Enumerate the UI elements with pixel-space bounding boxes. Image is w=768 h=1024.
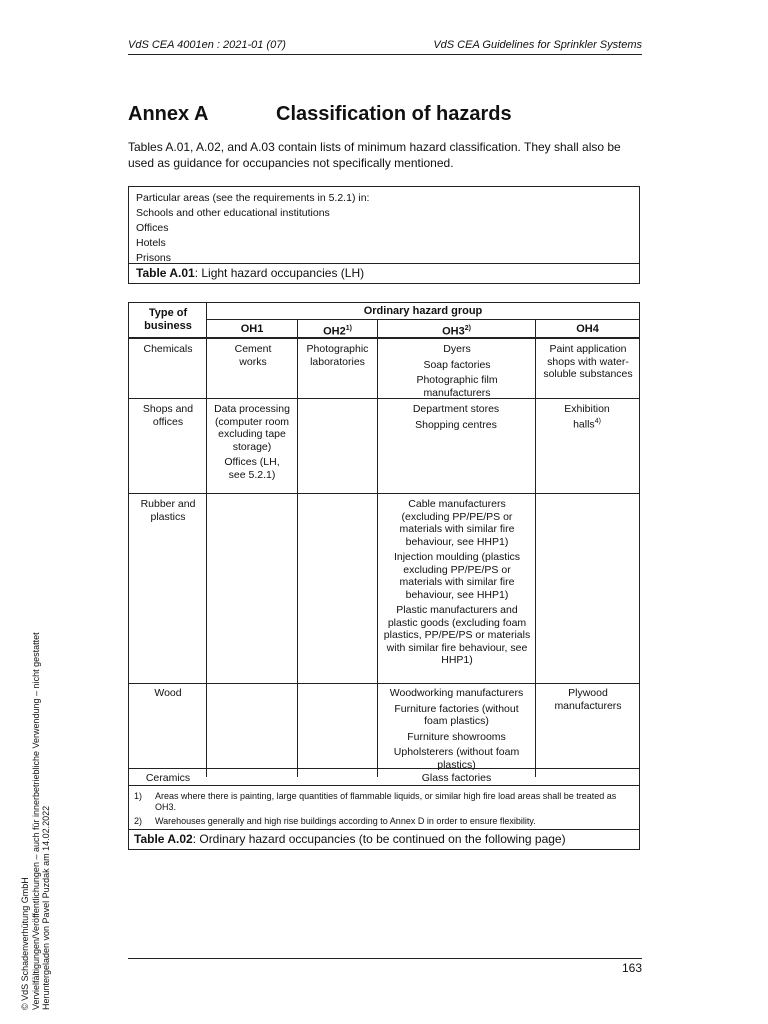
caption-label: Table A.01: [136, 266, 195, 280]
cell-oh3: Dyers Soap factories Photographic film manufacturers: [416, 343, 498, 399]
row-type-chemicals: Chemicals: [143, 343, 193, 355]
row-type-wood: Wood: [154, 687, 182, 699]
col-header-oh1: OH1: [240, 323, 264, 335]
cell-oh1: Data processing (computer room excluding tape storage) Offices (LH, see 5.2.1): [214, 403, 290, 481]
list-item: Offices: [136, 222, 169, 234]
cell-oh3: Glass factories: [421, 772, 492, 784]
table-a01-list: [136, 191, 369, 266]
grid-line: [129, 683, 639, 684]
table-a01-caption: [129, 263, 639, 283]
grid-line: [535, 319, 536, 777]
col-header-oh2: OH2$^{1)}$: [323, 325, 352, 338]
cell-oh3: Woodworking manufacturers Furniture factories (without foam plastics) Furniture showrooms Upholsterers (without foam plastics): [389, 687, 524, 771]
list-item: Prisons: [136, 252, 172, 264]
col-header-oh4: OH4: [576, 323, 599, 335]
grid-line: [206, 319, 639, 320]
table-a01: [128, 186, 640, 284]
page-number: 163: [621, 961, 642, 975]
grid-line: [297, 319, 298, 777]
header-doc-title: VdS CEA Guidelines for Sprinkler Systems: [433, 39, 642, 51]
row-type-rubber: Rubber and plastics: [140, 498, 196, 523]
table-a02-caption: [129, 829, 639, 849]
list-item: Schools and other educational institutions: [136, 207, 330, 219]
caption-text: : Light hazard occupancies (LH): [194, 266, 365, 280]
grid-line: [206, 303, 207, 777]
cell-oh1: Cement works: [234, 343, 272, 368]
cell-oh4: Plywood manufacturers: [554, 687, 622, 712]
cell-oh2: Photographic laboratories: [306, 343, 369, 368]
cell-oh3: Cable manufacturers (excluding PP/PE/PS or materials with similar fire behaviour, see HHP1) Injection moulding (plastics excluding PP/PE/PS or materials with similar fire behaviour, see HHP1) Plastic manufacturers and plastic goods (excluding foam plastics, PP/PE/PS or materials with similar fire behaviour, see HHP1): [383, 498, 531, 666]
cell-oh4: Paint application shops with water-soluble substances: [543, 343, 633, 380]
copyright-side-note: © VdS Schadenverhütung GmbH Vervielfältigungen/Veröffentlichungen – auch für innerbetriebliche Verwendung – nicht gestattet Heruntergeladen von Pavel Puzdak am 14.02.2022: [20, 632, 51, 1010]
col-header-type: Type of business: [144, 307, 192, 332]
annex-label: Annex A: [128, 103, 209, 125]
intro-paragraph: Tables A.01, A.02, and A.03 contain lists of minimum hazard classification. They shall also be used as guidance for occupancies not specifically mentioned.: [128, 140, 621, 170]
list-item: Particular areas (see the requirements in 5.2.1) in:: [136, 192, 370, 204]
group-header: Ordinary hazard group: [363, 305, 483, 317]
grid-line: [129, 398, 639, 399]
table-a02: Type of business Ordinary hazard group OH1 OH2$^{1)}$ OH3$^{2)}$ OH4 Chemicals Cement works Photographic laboratories Dyers Soap factories Photographic film manufacturers Paint application shops with water-soluble substances Shops and offices Data processing (computer room excluding tape storage) Offices (LH, see 5.2.1) Department stores Shopping centres Exhibition halls$^{4)}$ Rubber and plastics Cable manufacturers (excluding PP/PE/PS or materials with similar fire behaviour, see HHP1) Injection moulding (plastics excluding PP/PE/PS or materials with similar fire behaviour, see HHP1) Plastic manufacturers and plastic goods (excluding foam plastics, PP/PE/PS or materials with similar fire behaviour, see HHP1) Wood Woodworking manufacturers Furniture factories (without foam plastics) Furniture showrooms Upholsterers (without foam plastics) Plywood manufacturers Ceramics Glass factories 1) Areas where there is painting, large quantities of flammable liquids, or similar high fire load areas shall be treated as OH3. 2) Warehouses generally and high rise buildings according to Annex D in order to ensure flexibility. Table A.02: Ordinary hazard occupancies (to be continued on the following page): [128, 302, 640, 850]
caption-text: : Ordinary hazard occupancies (to be continued on the following page): [192, 832, 566, 846]
footer-divider: [128, 958, 642, 959]
row-type-ceramics: Ceramics: [145, 772, 191, 784]
annex-title: Classification of hazards: [276, 103, 512, 125]
grid-line: [377, 319, 378, 777]
header-doc-id: VdS CEA 4001en : 2021-01 (07): [128, 39, 286, 51]
cell-oh3: Department stores Shopping centres: [412, 403, 500, 431]
list-item: Hotels: [136, 237, 166, 249]
cell-oh4: Exhibition halls$^{4)}$: [564, 403, 610, 430]
col-header-oh3: OH3$^{2)}$: [442, 325, 471, 338]
caption-label: Table A.02: [134, 832, 193, 846]
page-header: [128, 38, 642, 55]
grid-line: [129, 493, 639, 494]
row-type-shops: Shops and offices: [142, 403, 194, 428]
